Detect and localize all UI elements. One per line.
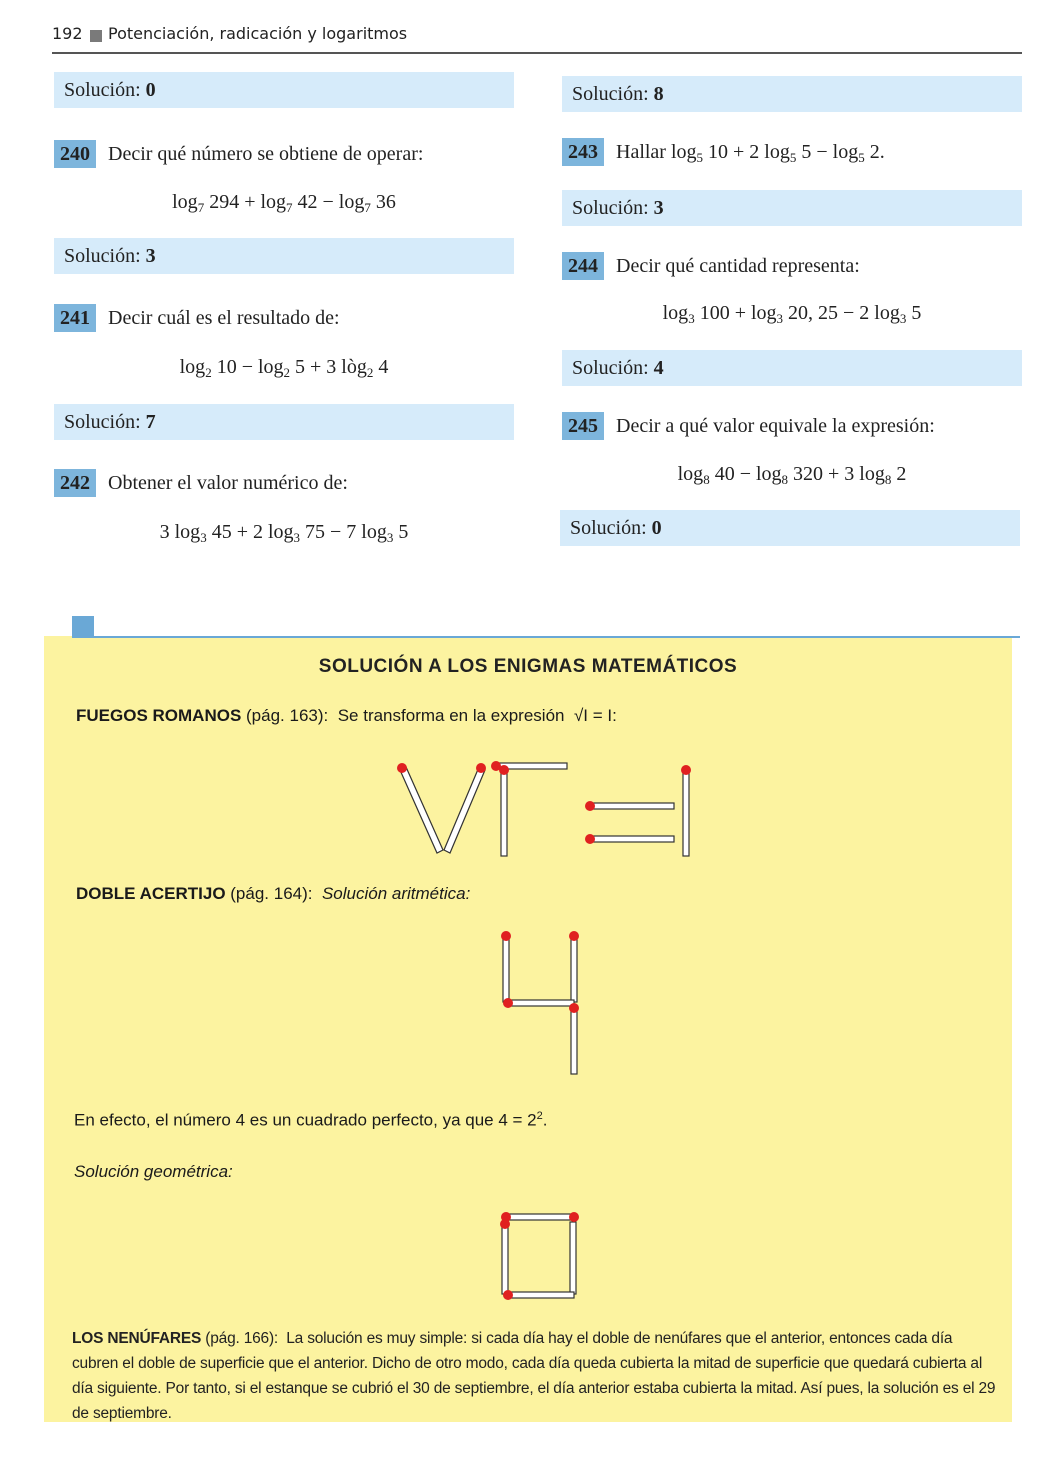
problem-number: 242 [54,469,96,497]
match-stick [501,770,507,856]
formula-241: $\log_2 10 - \log_2 5 + 3$ lòg$_2$ 4 [179,356,389,380]
match-stick [590,836,674,842]
match-head [397,763,407,773]
match-stick [400,767,443,853]
solution-bar: Solución: 8 [562,76,1022,112]
problem-number: 241 [54,304,96,332]
match-stick [506,1214,574,1220]
match-stick [503,936,509,1002]
problem-240: 240 Decir qué número se obtiene de operar: [54,140,423,168]
match-stick [571,936,577,1002]
problem-241: 241 Decir cuál es el resultado de: [54,304,340,332]
match-head [569,931,579,941]
solution-bar: Solución: 3 [562,190,1022,226]
match-head [681,765,691,775]
solution-bar: Solución: 7 [54,404,514,440]
match-stick [683,770,689,856]
match-head [501,931,511,941]
match-stick [444,767,485,853]
formula-245: $\log_8 40 - \log_8 320 + 3$ $\log_8 2$ [677,463,907,487]
solution-bar: Solución: 3 [54,238,514,274]
formula-244: $\log_3 100 + \log_3 20$, 25 − 2 $\log_3 5$ [662,302,922,326]
matchstick-four-figure [494,928,584,1078]
fuegos-romanos-line: FUEGOS ROMANOS (pág. 163): Se transforma en la expresión √I = I: [76,706,617,725]
formula-240: $\log_7 294 + \log_7 42 - \log_7 36$ [172,191,396,215]
match-stick [571,1008,577,1074]
solucion-geometrica-label: Solución geométrica: [74,1162,233,1181]
matchstick-sqrt-figure [384,754,704,860]
problem-number: 244 [562,252,604,280]
match-head [503,1290,513,1300]
doble-acertijo-line: DOBLE ACERTIJO (pág. 164): Solución aritmética: [76,884,471,903]
match-stick [506,1292,574,1298]
match-head [500,1219,510,1229]
formula-242: 3 $\log_3 45 + 2$ $\log_3 75 - 7$ $\log_3 5$ [159,521,409,545]
problem-number: 245 [562,412,604,440]
problem-number: 240 [54,140,96,168]
match-stick [502,1222,508,1294]
enigmas-box [44,636,1012,1422]
page-title: Potenciación, radicación y logaritmos [108,24,408,43]
solution-bar: Solución: 0 [560,510,1020,546]
problem-242: 242 Obtener el valor numérico de: [54,469,348,497]
box-title: SOLUCIÓN A LOS ENIGMAS MATEMÁTICOS [318,656,738,677]
nenufares-paragraph: LOS NENÚFARES (pág. 166): La solución es muy simple: si cada día hay el doble de nenúfares que el anterior, entonces cada día cubren el doble de superficie que el anterior. Dicho de otro modo, cada día queda cubierta la mitad de superficie que quedará cubierta al día siguiente. Por tanto, si el estanque se cubrió el 30 de septiembre, el día anterior estaba cubierta la mitad. Así pues, la solución es el 29 de septiembre. [72,1330,996,1422]
page-number: 192 [52,24,83,43]
match-head [569,1212,579,1222]
match-head [585,834,595,844]
problem-243: 243 Hallar $\log_5 10 + 2$ $\log_5 5 - \log_5 2$. [562,138,885,166]
match-head [476,763,486,773]
solution-bar: Solución: 0 [54,72,514,108]
match-head [569,1003,579,1013]
problem-245: 245 Decir a qué valor equivale la expresión: [562,412,935,440]
matchstick-one-figure [676,762,696,858]
match-head [503,998,513,1008]
match-head [499,765,509,775]
problem-244: 244 Decir qué cantidad representa: [562,252,860,280]
solution-bar: Solución: 4 [562,350,1022,386]
matchstick-square-figure [494,1208,584,1304]
match-stick [590,803,674,809]
box-tab-square [72,616,94,638]
match-stick [508,1000,574,1006]
box-top-rule [72,636,1020,638]
header-square-icon [90,30,102,42]
match-head [585,801,595,811]
efecto-line: En efecto, el número 4 es un cuadrado perfecto, ya que $4 = 2^2$. [74,1110,548,1130]
problem-number: 243 [562,138,604,166]
match-stick [570,1222,576,1294]
page-header [52,22,1022,54]
